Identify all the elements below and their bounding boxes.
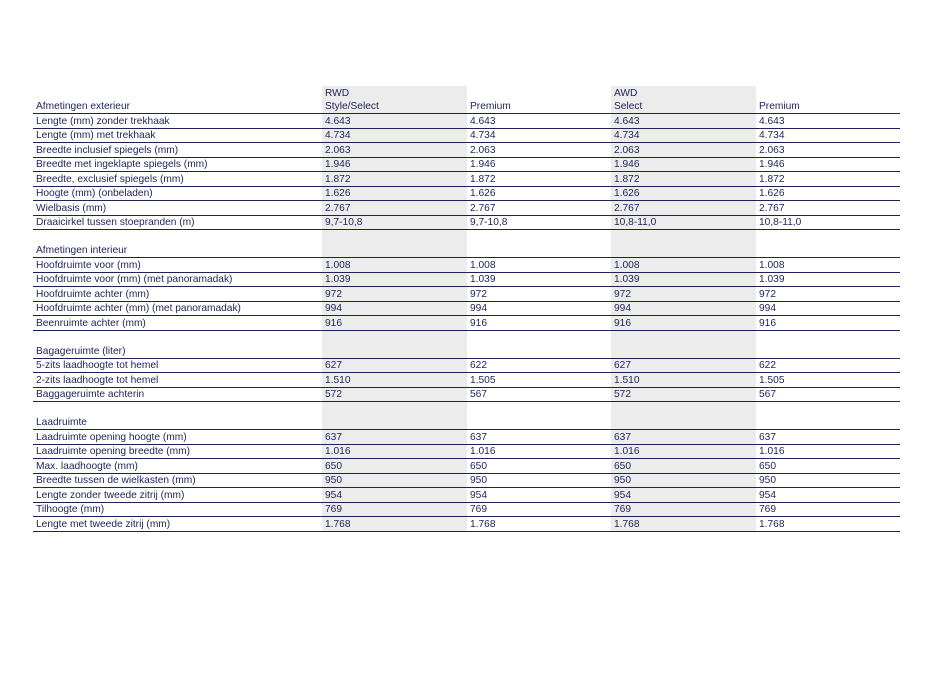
row-value: 1.626	[322, 186, 467, 201]
section-header-cell	[467, 244, 611, 258]
row-value: 2.063	[322, 143, 467, 158]
table-row	[33, 459, 900, 474]
row-value: 4.643	[756, 114, 900, 129]
specifications-table	[33, 86, 900, 532]
section-header-row	[33, 416, 900, 430]
row-value: 650	[467, 459, 611, 474]
row-value: 1.510	[322, 373, 467, 388]
row-value: 1.039	[756, 272, 900, 287]
row-value: 950	[322, 473, 467, 488]
table-row	[33, 215, 900, 230]
section-header-cell	[756, 244, 900, 258]
spacer-cell	[611, 330, 756, 344]
row-value: 916	[467, 316, 611, 331]
row-value: 1.946	[611, 157, 756, 172]
row-value: 1.872	[756, 172, 900, 187]
row-value: 1.016	[467, 444, 611, 459]
row-label: Breedte met ingeklapte spiegels (mm)	[33, 157, 322, 172]
row-label: Hoofdruimte achter (mm)	[33, 287, 322, 302]
table-row	[33, 387, 900, 402]
header-group-rwd: RWD	[322, 86, 467, 100]
table-row	[33, 114, 900, 129]
header-group-awd: AWD	[611, 86, 756, 100]
row-value: 650	[611, 459, 756, 474]
section-header-cell	[611, 416, 756, 430]
row-value: 1.510	[611, 373, 756, 388]
row-value: 994	[322, 301, 467, 316]
row-value: 769	[756, 502, 900, 517]
row-value: 916	[756, 316, 900, 331]
row-value: 2.767	[611, 201, 756, 216]
spacer-cell	[322, 402, 467, 416]
row-value: 2.767	[322, 201, 467, 216]
table-row	[33, 301, 900, 316]
row-value: 972	[611, 287, 756, 302]
row-value: 1.768	[756, 517, 900, 532]
section-header-cell	[467, 416, 611, 430]
row-value: 622	[467, 358, 611, 373]
table-row	[33, 157, 900, 172]
row-value: 1.016	[322, 444, 467, 459]
column-header: Premium	[756, 100, 900, 114]
row-value: 650	[322, 459, 467, 474]
section-title-loading: Laadruimte	[33, 416, 322, 430]
row-value: 567	[467, 387, 611, 402]
row-label: 5-zits laadhoogte tot hemel	[33, 358, 322, 373]
row-value: 916	[322, 316, 467, 331]
table-row	[33, 128, 900, 143]
row-label: Breedte inclusief spiegels (mm)	[33, 143, 322, 158]
row-value: 10,8-11,0	[611, 215, 756, 230]
section-header-row	[33, 344, 900, 358]
section-header-cell	[756, 416, 900, 430]
spacer-cell	[322, 330, 467, 344]
spacer-cell	[322, 230, 467, 244]
row-label: Breedte, exclusief spiegels (mm)	[33, 172, 322, 187]
row-value: 10,8-11,0	[756, 215, 900, 230]
row-value: 1.008	[611, 258, 756, 273]
spacer-cell	[467, 230, 611, 244]
table-row	[33, 316, 900, 331]
row-label: Tilhoogte (mm)	[33, 502, 322, 517]
row-value: 769	[322, 502, 467, 517]
spacer-cell	[756, 402, 900, 416]
row-label: Wielbasis (mm)	[33, 201, 322, 216]
row-label: Beenruimte achter (mm)	[33, 316, 322, 331]
row-value: 1.505	[467, 373, 611, 388]
row-value: 1.946	[467, 157, 611, 172]
row-value: 1.872	[322, 172, 467, 187]
row-label: 2-zits laadhoogte tot hemel	[33, 373, 322, 388]
row-value: 637	[756, 430, 900, 445]
row-value: 572	[611, 387, 756, 402]
row-value: 1.946	[322, 157, 467, 172]
section-title-exterior: Afmetingen exterieur	[33, 100, 322, 114]
section-title-interior: Afmetingen interieur	[33, 244, 322, 258]
row-value: 637	[322, 430, 467, 445]
row-value: 2.767	[467, 201, 611, 216]
row-value: 2.063	[756, 143, 900, 158]
row-value: 627	[322, 358, 467, 373]
row-value: 954	[322, 488, 467, 503]
row-value: 1.946	[756, 157, 900, 172]
row-value: 9,7-10,8	[467, 215, 611, 230]
row-value: 4.643	[322, 114, 467, 129]
table-row	[33, 272, 900, 287]
table-row	[33, 517, 900, 532]
row-value: 1.872	[467, 172, 611, 187]
row-value: 950	[756, 473, 900, 488]
row-label: Draaicirkel tussen stoepranden (m)	[33, 215, 322, 230]
table-row	[33, 444, 900, 459]
row-value: 1.039	[467, 272, 611, 287]
row-value: 572	[322, 387, 467, 402]
row-label: Lengte zonder tweede zitrij (mm)	[33, 488, 322, 503]
header-column-row	[33, 100, 900, 114]
row-value: 1.626	[467, 186, 611, 201]
row-value: 637	[611, 430, 756, 445]
row-value: 972	[322, 287, 467, 302]
row-value: 4.734	[756, 128, 900, 143]
row-label: Lengte (mm) zonder trekhaak	[33, 114, 322, 129]
row-value: 2.063	[467, 143, 611, 158]
spacer-cell	[467, 402, 611, 416]
section-header-cell	[467, 344, 611, 358]
table-row	[33, 430, 900, 445]
row-value: 950	[467, 473, 611, 488]
spacer-cell	[756, 330, 900, 344]
section-spacer	[33, 330, 900, 344]
header-group-empty	[467, 86, 611, 100]
row-label: Hoofdruimte voor (mm)	[33, 258, 322, 273]
spacer-cell	[33, 230, 322, 244]
header-group-empty	[756, 86, 900, 100]
section-header-cell	[322, 344, 467, 358]
row-value: 769	[611, 502, 756, 517]
row-label: Hoofdruimte achter (mm) (met panoramadak)	[33, 301, 322, 316]
row-value: 627	[611, 358, 756, 373]
row-value: 622	[756, 358, 900, 373]
row-label: Breedte tussen de wielkasten (mm)	[33, 473, 322, 488]
row-label: Baggageruimte achterin	[33, 387, 322, 402]
spacer-cell	[33, 330, 322, 344]
row-value: 637	[467, 430, 611, 445]
section-spacer	[33, 230, 900, 244]
row-value: 1.039	[322, 272, 467, 287]
section-header-cell	[322, 416, 467, 430]
spacer-cell	[611, 402, 756, 416]
table-row	[33, 373, 900, 388]
row-value: 994	[467, 301, 611, 316]
header-empty-cell	[33, 86, 322, 100]
row-value: 1.768	[611, 517, 756, 532]
row-value: 954	[611, 488, 756, 503]
section-header-cell	[611, 344, 756, 358]
row-value: 954	[756, 488, 900, 503]
section-header-cell	[611, 244, 756, 258]
row-value: 954	[467, 488, 611, 503]
spacer-cell	[611, 230, 756, 244]
section-header-cell	[322, 244, 467, 258]
row-value: 1.008	[467, 258, 611, 273]
row-label: Lengte (mm) met trekhaak	[33, 128, 322, 143]
row-value: 1.768	[467, 517, 611, 532]
row-value: 4.734	[467, 128, 611, 143]
row-label: Max. laadhoogte (mm)	[33, 459, 322, 474]
table-row	[33, 143, 900, 158]
specifications-body	[33, 114, 900, 532]
row-value: 1.768	[322, 517, 467, 532]
header-group-row	[33, 86, 900, 100]
row-label: Hoofdruimte voor (mm) (met panoramadak)	[33, 272, 322, 287]
row-value: 769	[467, 502, 611, 517]
row-value: 4.734	[611, 128, 756, 143]
row-value: 972	[756, 287, 900, 302]
row-value: 2.767	[756, 201, 900, 216]
row-value: 2.063	[611, 143, 756, 158]
section-header-row	[33, 244, 900, 258]
row-value: 1.008	[756, 258, 900, 273]
row-value: 4.734	[322, 128, 467, 143]
column-header: Style/Select	[322, 100, 467, 114]
table-row	[33, 488, 900, 503]
row-value: 4.643	[611, 114, 756, 129]
row-value: 1.626	[756, 186, 900, 201]
row-value: 994	[611, 301, 756, 316]
table-row	[33, 201, 900, 216]
row-label: Laadruimte opening hoogte (mm)	[33, 430, 322, 445]
table-row	[33, 258, 900, 273]
row-value: 567	[756, 387, 900, 402]
row-value: 1.626	[611, 186, 756, 201]
row-label: Lengte met tweede zitrij (mm)	[33, 517, 322, 532]
column-header: Select	[611, 100, 756, 114]
section-header-cell	[756, 344, 900, 358]
table-row	[33, 358, 900, 373]
section-title-luggage: Bagageruimte (liter)	[33, 344, 322, 358]
table-row	[33, 502, 900, 517]
row-value: 4.643	[467, 114, 611, 129]
row-value: 1.505	[756, 373, 900, 388]
row-value: 1.016	[756, 444, 900, 459]
spacer-cell	[756, 230, 900, 244]
row-value: 1.039	[611, 272, 756, 287]
table-row	[33, 186, 900, 201]
row-value: 950	[611, 473, 756, 488]
column-header: Premium	[467, 100, 611, 114]
spacer-cell	[33, 402, 322, 416]
table-row	[33, 172, 900, 187]
row-label: Laadruimte opening breedte (mm)	[33, 444, 322, 459]
row-value: 9,7-10,8	[322, 215, 467, 230]
section-spacer	[33, 402, 900, 416]
row-value: 1.016	[611, 444, 756, 459]
row-value: 650	[756, 459, 900, 474]
row-label: Hoogte (mm) (onbeladen)	[33, 186, 322, 201]
table-row	[33, 473, 900, 488]
spacer-cell	[467, 330, 611, 344]
row-value: 972	[467, 287, 611, 302]
row-value: 1.872	[611, 172, 756, 187]
row-value: 994	[756, 301, 900, 316]
table-row	[33, 287, 900, 302]
row-value: 916	[611, 316, 756, 331]
row-value: 1.008	[322, 258, 467, 273]
